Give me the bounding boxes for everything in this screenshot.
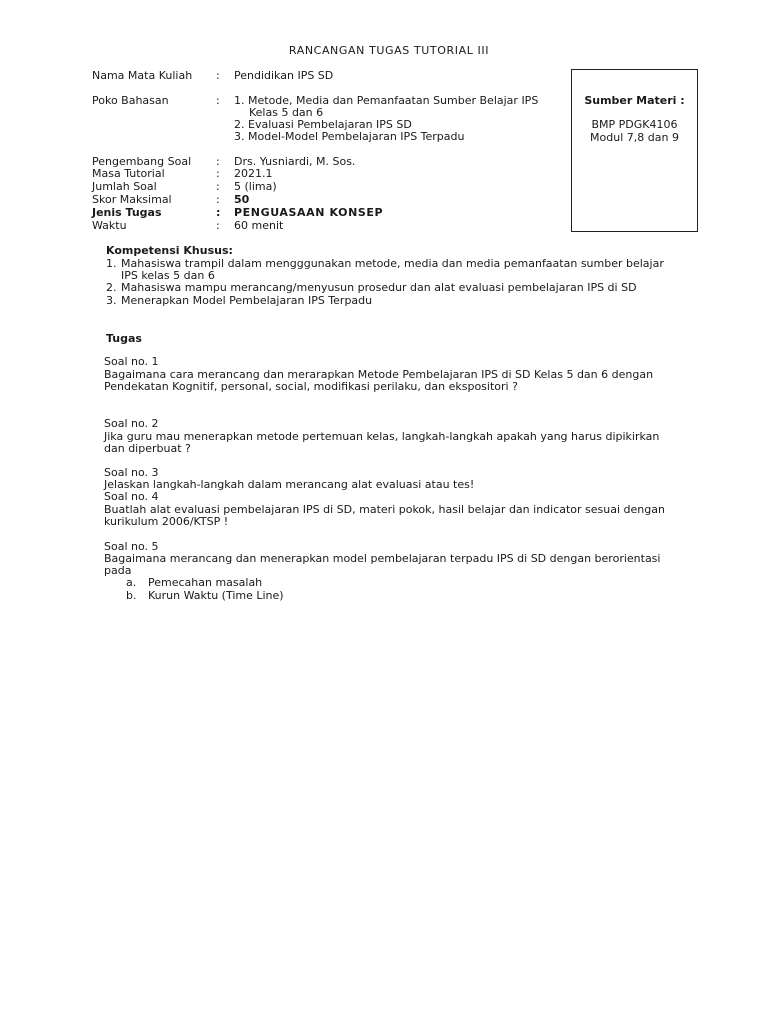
colon: : [216,155,220,168]
value-waktu: 60 menit [234,219,284,232]
sumber-materi-line: BMP PDGK4106 [591,118,678,131]
soal-text: Bagaimana cara merancang dan merarapkan Metode Pembelajaran IPS di SD Kelas 5 dan 6 dengan [104,368,654,381]
value-jenis: PENGUASAAN KONSEP [234,206,384,219]
kompetensi-number: 1. [106,257,117,270]
colon: : [216,94,220,107]
label-pengembang: Pengembang Soal [92,155,192,168]
page-title: RANCANGAN TUGAS TUTORIAL III [288,44,490,57]
soal-text: Buatlah alat evaluasi pembelajaran IPS di SD, materi pokok, hasil belajar dan indicator sesuai dengan [104,503,665,516]
soal-label: Soal no. 3 [104,466,159,479]
label-waktu: Waktu [92,219,127,232]
kompetensi-number: 2. [106,281,117,294]
kompetensi-item: Menerapkan Model Pembelajaran IPS Terpadu [121,294,373,307]
soal-label: Soal no. 4 [104,490,159,503]
label-mata-kuliah: Nama Mata Kuliah [92,69,193,82]
poko-bahasan-line: 3. Model-Model Pembelajaran IPS Terpadu [234,130,465,143]
kompetensi-number: 3. [106,294,117,307]
label-skor: Skor Maksimal [92,193,172,206]
soal-text: pada [104,564,132,577]
label-poko-bahasan: Poko Bahasan [92,94,169,107]
soal-text: Jika guru mau menerapkan metode pertemuan kelas, langkah-langkah apakah yang harus dipikirkan [104,430,660,443]
colon: : [216,193,220,206]
poko-bahasan-line: 1. Metode, Media dan Pemanfaatan Sumber Belajar IPS [234,94,539,107]
soal-text: Bagaimana merancang dan menerapkan model pembelajaran terpadu IPS di SD dengan berorientasi [104,552,661,565]
soal-label: Soal no. 1 [104,355,159,368]
option-text: Kurun Waktu (Time Line) [148,589,284,602]
poko-bahasan-line: 2. Evaluasi Pembelajaran IPS SD [234,118,412,131]
option-text: Pemecahan masalah [148,576,263,589]
soal-text: kurikulum 2006/KTSP ! [104,515,229,528]
value-jumlah: 5 (lima) [234,180,277,193]
sumber-materi-line: Modul 7,8 dan 9 [590,131,679,144]
colon: : [216,180,220,193]
option-letter: a. [126,576,137,589]
label-jumlah: Jumlah Soal [92,180,157,193]
colon: : [216,69,220,82]
colon: : [216,167,220,180]
colon: : [216,206,221,219]
colon: : [216,219,220,232]
value-masa: 2021.1 [234,167,273,180]
soal-text: Jelaskan langkah-langkah dalam merancang alat evaluasi atau tes! [104,478,475,491]
soal-text: dan diperbuat ? [104,442,191,455]
kompetensi-item: Mahasiswa trampil dalam mengggunakan metode, media dan media pemanfaatan sumber belajar [121,257,664,270]
kompetensi-heading: Kompetensi Khusus: [106,244,233,257]
tugas-heading: Tugas [106,332,142,345]
label-jenis: Jenis Tugas [92,206,162,219]
label-masa: Masa Tutorial [92,167,165,180]
value-mata-kuliah: Pendidikan IPS SD [234,69,334,82]
soal-label: Soal no. 2 [104,417,159,430]
value-skor: 50 [234,193,250,206]
value-pengembang: Drs. Yusniardi, M. Sos. [234,155,356,168]
sumber-materi-heading: Sumber Materi : [584,94,685,107]
option-letter: b. [126,589,137,602]
soal-text: Pendekatan Kognitif, personal, social, modifikasi perilaku, dan ekspositori ? [104,380,518,393]
kompetensi-item: IPS kelas 5 dan 6 [121,269,215,282]
kompetensi-item: Mahasiswa mampu merancang/menyusun prosedur dan alat evaluasi pembelajaran IPS di SD [121,281,637,294]
poko-bahasan-line: Kelas 5 dan 6 [249,106,324,119]
soal-label: Soal no. 5 [104,540,159,553]
sumber-materi-box [571,69,698,232]
